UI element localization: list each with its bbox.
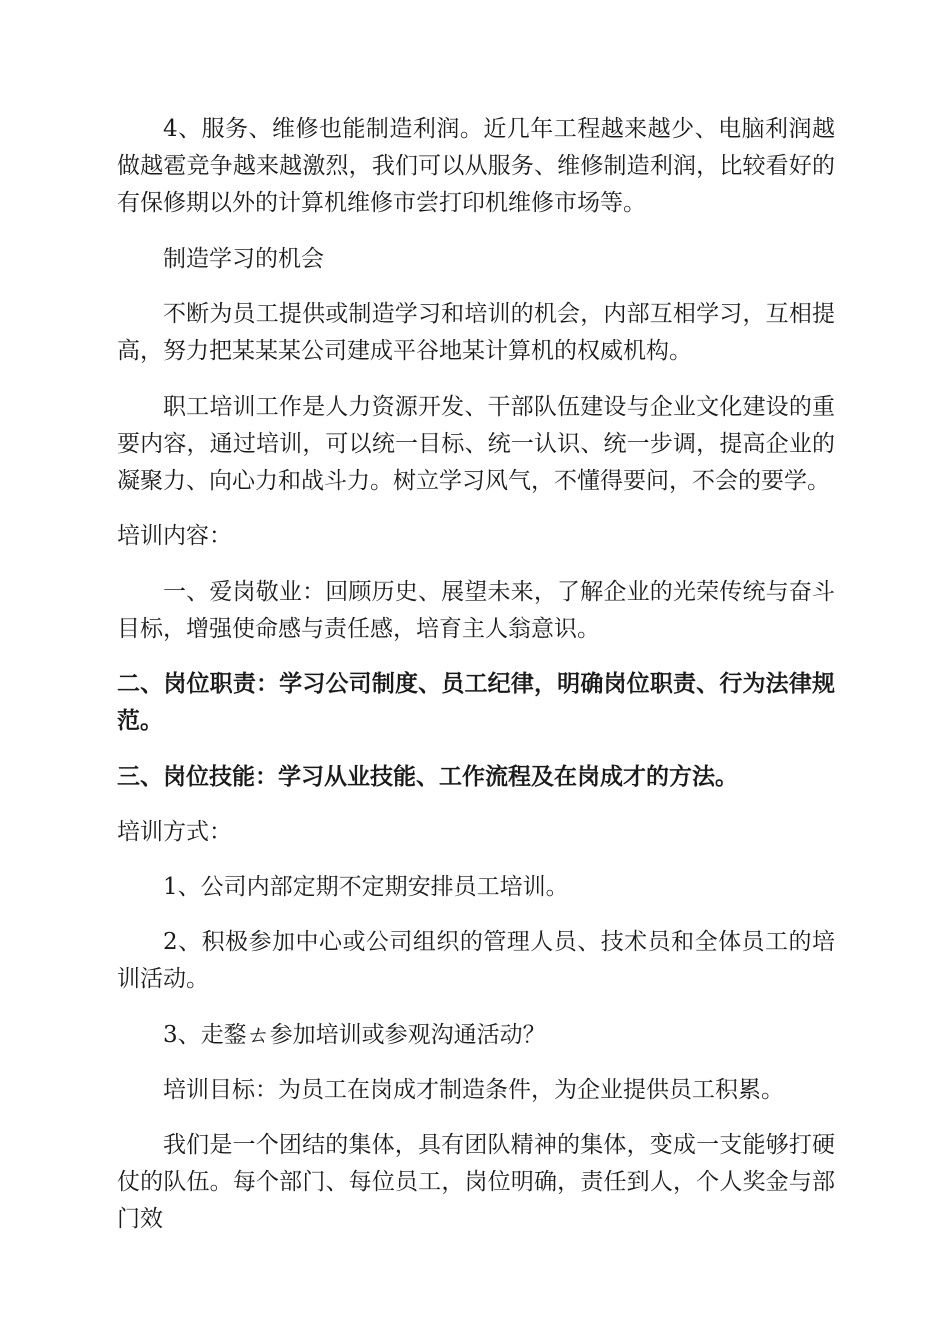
paragraph-job-skills: 三、岗位技能：学习从业技能、工作流程及在岗成才的方法。 [117, 764, 738, 790]
paragraph-dedication: 一、爱岗敬业：回顾历史、展望未来，了解企业的光荣传统与奋斗目标，增强使命感与责任感，培育主人翁意识。 [117, 579, 835, 642]
paragraph-staff-training: 职工培训工作是人力资源开发、干部队伍建设与企业文化建设的重要内容，通过培训，可以统一目标、统一认识、统一步调，提高企业的凝聚力、向心力和战斗力。树立学习风气，不懂得要问，不会的要学。 [117, 394, 835, 494]
list-item-external-visits: 3、走鍪ㄊ参加培训或参观沟通活动？ [163, 1022, 546, 1048]
paragraph-service-profit: 4、服务、维修也能制造利润。近几年工程越来越少、电脑利润越做越雹竞争越来越激烈，我们可以从服务、维修制造利润，比较看好的有保修期以外的计算机维修市尝打印机维修市场等。 [117, 116, 835, 216]
heading-training-method: 培训方式： [117, 819, 232, 845]
list-item-internal-training: 1、公司内部定期不定期安排员工培训。 [163, 874, 569, 900]
list-item-participate-training: 2、积极参加中心或公司组织的管理人员、技术员和全体员工的培训活动。 [117, 929, 835, 992]
heading-training-content: 培训内容： [117, 523, 232, 549]
paragraph-training-opportunity: 不断为员工提供或制造学习和培训的机会，内部互相学习，互相提高，努力把某某某公司建成平谷地某计算机的权威机构。 [117, 301, 835, 364]
heading-learning-opportunity: 制造学习的机会 [163, 246, 324, 272]
paragraph-training-goal: 培训目标：为员工在岗成才制造条件，为企业提供员工积累。 [163, 1077, 784, 1103]
paragraph-team-spirit: 我们是一个团结的集体，具有团队精神的集体，变成一支能够打硬仗的队伍。每个部门、每位员工，岗位明确，责任到人，个人奖金与部门效 [117, 1132, 835, 1232]
paragraph-job-duties: 二、岗位职责：学习公司制度、员工纪律，明确岗位职责、行为法律规范。 [117, 671, 835, 734]
